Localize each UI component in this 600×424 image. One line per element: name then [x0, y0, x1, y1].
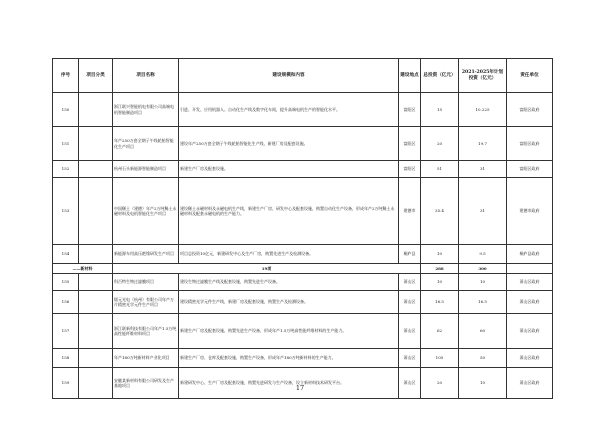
cell-unit: 萧山区政府 — [507, 368, 553, 399]
cell-plan: 10 — [459, 368, 507, 399]
cell-total: 20 — [421, 127, 459, 161]
cell-no: 155 — [53, 274, 79, 291]
cell-unit: 萧山区政府 — [507, 274, 553, 291]
section-total: 288 — [421, 264, 459, 274]
cell-location: 富阳区 — [399, 93, 421, 127]
cell-plan: 19.7 — [459, 127, 507, 161]
table-row — [53, 93, 553, 127]
table-row — [53, 349, 553, 368]
table-row — [53, 314, 553, 349]
cell-name: 科百特生物过滤膜项目 — [113, 274, 179, 291]
cell-content: 建设生物过滤膜生产线及配套设施，购置先进生产设备。 — [179, 274, 399, 291]
header-category: 项目分类 — [79, 59, 113, 93]
cell-location: 萧山区 — [399, 314, 421, 349]
cell-location: 萧山区 — [399, 368, 421, 399]
header-total: 总投资（亿元） — [421, 59, 459, 93]
table-row — [53, 368, 553, 399]
section-row-new-materials — [53, 264, 553, 274]
cell-content: 新建生产厂房及配套设施。 — [179, 161, 399, 178]
cell-no: 154 — [53, 245, 79, 264]
cell-category — [79, 349, 113, 368]
cell-name: 浙江联兴智能机电有限公司高端电机智能制造项目 — [113, 93, 179, 127]
cell-category — [79, 291, 113, 314]
cell-location: 富阳区 — [399, 127, 421, 161]
cell-name: 中国稀土（建德）年产2万吨稀土永磁材料及电机智能化生产项目 — [113, 178, 179, 245]
cell-no: 157 — [53, 314, 79, 349]
cell-category — [79, 245, 113, 264]
cell-content: 建设精密光学元件生产线，新建厂房及配套设施，购置生产及检测设备。 — [179, 291, 399, 314]
cell-no: 159 — [53, 368, 79, 399]
cell-category — [79, 178, 113, 245]
project-table — [52, 58, 553, 399]
cell-total: 15 — [421, 93, 459, 127]
cell-location: 富阳区 — [399, 161, 421, 178]
page-number: 17 — [295, 384, 305, 392]
section-count: 19项 — [113, 264, 421, 274]
cell-no: 158 — [53, 349, 79, 368]
cell-category — [79, 274, 113, 291]
cell-content: 项目总投资10亿元，新建研发中心及生产厂房，购置先进生产及检测设备。 — [179, 245, 399, 264]
cell-total: 105 — [421, 349, 459, 368]
cell-no: 152 — [53, 161, 79, 178]
cell-name: 镭元光电（杭州）有限公司年产万片精密光学元件生产项目 — [113, 291, 179, 314]
cell-no: 151 — [53, 127, 79, 161]
cell-total: 16.5 — [421, 291, 459, 314]
header-unit: 责任单位 — [507, 59, 553, 93]
section-plan: 300 — [459, 264, 507, 274]
cell-content: 新建生产厂房、仓库及配套设施，购置生产设备，形成年产180万吨新材料的生产能力。 — [179, 349, 399, 368]
cell-unit: 建德市政府 — [507, 178, 553, 245]
header-no: 序号 — [53, 59, 79, 93]
cell-plan: 31 — [459, 161, 507, 178]
cell-content: 建设年产250万套全钢子午线轮胎智能化生产线，新建厂房及配套设施。 — [179, 127, 399, 161]
cell-unit: 桐庐县政府 — [507, 245, 553, 264]
cell-total: 51 — [421, 161, 459, 178]
cell-unit: 富阳区政府 — [507, 127, 553, 161]
cell-no: 156 — [53, 291, 79, 314]
table-row — [53, 161, 553, 178]
table-row — [53, 127, 553, 161]
table-row — [53, 245, 553, 264]
cell-content: 建设稀土永磁材料及永磁电机生产线，新建生产厂房、研发中心及配套设施，购置自动化生产设备，形成年产2万吨稀土永磁材料及配套永磁电机的生产能力。 — [179, 178, 399, 245]
cell-total: 20 — [421, 368, 459, 399]
cell-plan: 16.5 — [459, 291, 507, 314]
cell-plan: 10.225 — [459, 93, 507, 127]
cell-category — [79, 127, 113, 161]
cell-content: 新建生产厂房及配套设施，购置先进生产设备，形成年产1.5万吨高性能纤维材料的生产能力。 — [179, 314, 399, 349]
cell-name: 浙江联新科技有限公司年产1.5万吨高性能纤维材料项目 — [113, 314, 179, 349]
cell-category — [79, 368, 113, 399]
cell-unit: 富阳区政府 — [507, 161, 553, 178]
cell-category — [79, 314, 113, 349]
table-row — [53, 291, 553, 314]
header-name: 项目名称 — [113, 59, 179, 93]
cell-category — [79, 93, 113, 127]
cell-unit: 萧山区政府 — [507, 314, 553, 349]
cell-location: 萧山区 — [399, 291, 421, 314]
header-plan: 2021-2025年计划投资（亿元） — [459, 59, 507, 93]
cell-unit: 萧山区政府 — [507, 291, 553, 314]
cell-plan: 60 — [459, 314, 507, 349]
cell-name: 新能源车用高压绝缘研发生产项目 — [113, 245, 179, 264]
cell-total: 62 — [421, 314, 459, 349]
table-header-row — [53, 59, 553, 93]
cell-unit: 富阳区政府 — [507, 93, 553, 127]
cell-total: 10 — [421, 274, 459, 291]
header-content: 建设规模和内容 — [179, 59, 399, 93]
section-label: ——新材料 — [53, 264, 113, 274]
header-location: 建设地点 — [399, 59, 421, 93]
cell-location: 建德市 — [399, 178, 421, 245]
cell-plan: 31 — [459, 178, 507, 245]
cell-plan: 9.5 — [459, 245, 507, 264]
cell-name: 年产180万吨新材料产业化项目 — [113, 349, 179, 368]
cell-name: 年产250万套全钢子午线轮胎智能化生产项目 — [113, 127, 179, 161]
cell-content: 新建研发中心、生产厂房及配套设施，购置先进研发与生产设备，设立新材料技术研发平台。 — [179, 368, 399, 399]
cell-category — [79, 161, 113, 178]
cell-total: 10 — [421, 245, 459, 264]
cell-plan: 10 — [459, 274, 507, 291]
table-row — [53, 274, 553, 291]
cell-location: 萧山区 — [399, 274, 421, 291]
cell-name: 杭州石头新能源智能制造项目 — [113, 161, 179, 178]
cell-content: 引进、开发、应用机器人、自动化生产线及数字化车间，提升高端电机生产的智能化水平。 — [179, 93, 399, 127]
cell-unit: 萧山区政府 — [507, 349, 553, 368]
table-row — [53, 178, 553, 245]
cell-no: 150 — [53, 93, 79, 127]
cell-name: 安徽某新材料有限公司研发及生产基地项目 — [113, 368, 179, 399]
cell-total: 35.4 — [421, 178, 459, 245]
cell-plan: 50 — [459, 349, 507, 368]
section-unit-empty — [507, 264, 553, 274]
cell-no: 153 — [53, 178, 79, 245]
cell-location: 萧山区 — [399, 349, 421, 368]
cell-location: 桐庐县 — [399, 245, 421, 264]
